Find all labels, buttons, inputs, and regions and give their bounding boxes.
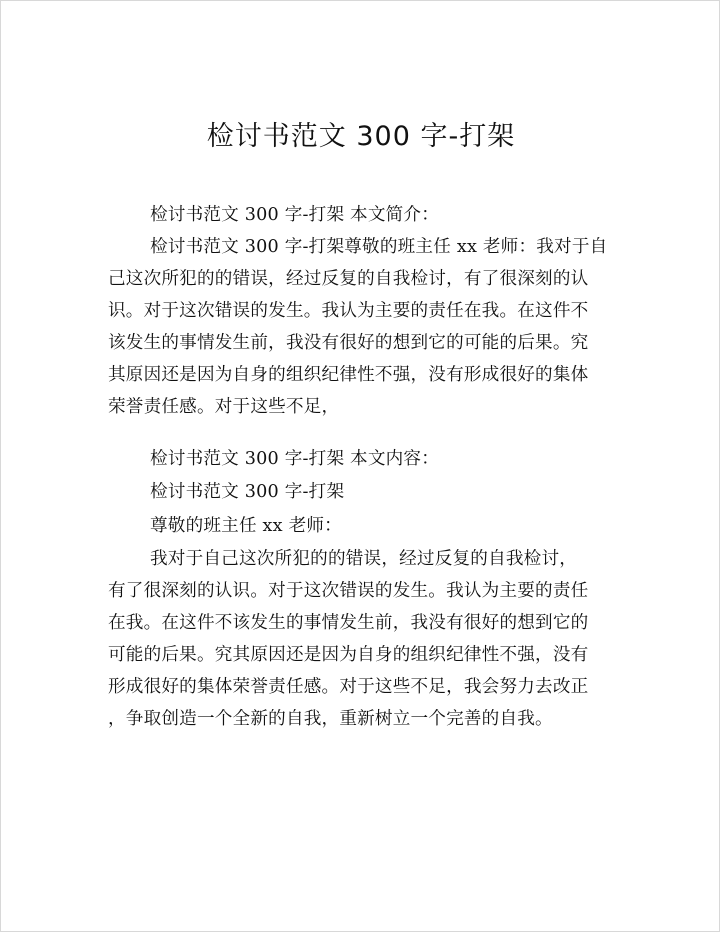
paragraph-salutation [108, 510, 618, 542]
paragraph-line: 识。对于这次错误的发生。我认为主要的责任在我。在这件不 [108, 301, 589, 321]
paragraph-line: 我对于自己这次所犯的的错误，经过反复的自我检讨， [150, 549, 578, 569]
paragraph-line: 检讨书范文 300 字-打架 本文简介： [150, 205, 440, 225]
paragraph-line: 己这次所犯的的错误，经过反复的自我检讨，有了很深刻的认 [108, 269, 589, 289]
paragraph-line: 可能的后果。究其原因还是因为自身的组织纪律性不强，没有 [108, 645, 589, 665]
paragraph-line: 检讨书范文 300 字-打架尊敬的班主任 xx 老师：我对于自 [150, 237, 608, 257]
paragraph-line: 在我。在这件不该发生的事情发生前，我没有很好的想到它的 [108, 613, 589, 633]
paragraph-subtitle [108, 476, 618, 508]
paragraph-line: 该发生的事情发生前，我没有很好的想到它的可能的后果。究 [108, 333, 589, 353]
paragraph-line: 荣誉责任感。对于这些不足， [108, 397, 340, 417]
paragraph-line: 检讨书范文 300 字-打架 [150, 482, 345, 502]
paragraph-summary [108, 231, 618, 423]
paragraph-line: 检讨书范文 300 字-打架 本文内容： [150, 449, 440, 469]
paragraph-line: 其原因还是因为自身的组织纪律性不强，没有形成很好的集体 [108, 365, 589, 385]
paragraph-content-label [108, 443, 618, 475]
paragraph-line: 尊敬的班主任 xx 老师： [150, 516, 342, 536]
paragraph-line: 形成很好的集体荣誉责任感。对于这些不足，我会努力去改正 [108, 677, 589, 697]
paragraph-body [108, 543, 618, 735]
paragraph-line: ，争取创造一个全新的自我，重新树立一个完善的自我。 [108, 709, 553, 729]
paragraph-intro-label [108, 199, 618, 231]
document-title: 检讨书范文 300 字-打架 [206, 121, 516, 152]
paragraph-line: 有了很深刻的认识。对于这次错误的发生。我认为主要的责任 [108, 581, 589, 601]
